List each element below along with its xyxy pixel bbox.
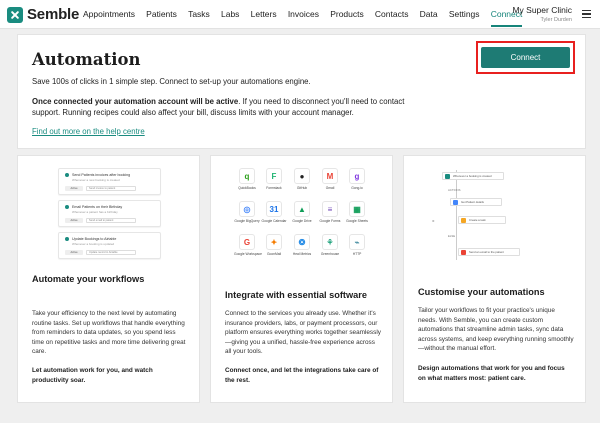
workflow-item — [58, 232, 161, 259]
google-sheets-icon: ▦ — [349, 201, 365, 217]
nav-settings[interactable]: Settings — [448, 9, 480, 19]
http-icon: ⌁ — [349, 234, 365, 250]
semble-logo[interactable] — [7, 6, 79, 23]
brand-name: Semble — [27, 6, 80, 23]
nav-tasks[interactable]: Tasks — [188, 9, 210, 19]
integration-app — [317, 234, 343, 256]
activation-notice — [32, 96, 432, 118]
integration-name: Google Drive — [292, 219, 312, 223]
integration-name: GitHub — [296, 186, 308, 190]
quickbooks-icon: q — [239, 168, 255, 184]
workflow-title: Send Patients invoices after booking — [72, 173, 131, 177]
goonmail-icon: ✦ — [266, 234, 282, 250]
action-icon — [453, 200, 458, 205]
card-cta: Design automations that work for you and focus on what matters most: patient care. — [418, 365, 565, 382]
google-forms-icon: ≡ — [322, 201, 338, 217]
integration-name: Google Workspace — [234, 252, 262, 256]
page-title: Automation — [32, 50, 141, 69]
connect-highlight — [476, 41, 575, 74]
integration-app — [261, 168, 287, 190]
workflow-item — [58, 200, 161, 227]
integration-name: Google Sheets — [346, 219, 368, 223]
workflow-title: Update Bookings to Airtable — [72, 237, 117, 241]
nav-appointments[interactable]: Appointments — [83, 9, 135, 19]
card-body: Take your efficiency to the next level by automating routine tasks. Set up workflows that handle everything from reminders to data updates, so you spend less time on repetitive tasks and more time delivering great care. — [32, 310, 186, 356]
integration-name: QuickBooks — [238, 186, 256, 190]
feature-card-customise — [403, 155, 586, 403]
integration-name: Heal Metrics — [292, 252, 312, 256]
integration-app — [234, 168, 260, 190]
integration-name: Google Forms — [319, 219, 341, 223]
intro-text: Save 100s of clicks in 1 simple step. Connect to set-up your automations engine. — [32, 77, 311, 86]
integration-app — [344, 234, 370, 256]
activation-notice-rest: . If you need to disconnect you'll need to contact support. Running recipes could also affect your bill, discuss limits with your account manager. — [32, 97, 405, 117]
semble-logo-icon — [7, 7, 23, 23]
flow-step — [458, 248, 520, 256]
workflows-illustration — [18, 156, 199, 268]
integration-name: GoonMail — [266, 252, 282, 256]
feature-card-workflows — [17, 155, 200, 403]
google-drive-icon: ▲ — [294, 201, 310, 217]
main-nav — [83, 9, 534, 19]
integration-app — [261, 201, 287, 223]
integration-name: Greenhouse — [320, 252, 340, 256]
flow-label: ELSE — [448, 234, 456, 238]
flow-connector — [456, 170, 457, 260]
connect-button[interactable]: Connect — [481, 47, 570, 68]
workflow-item — [58, 168, 161, 195]
gong-icon: g — [349, 168, 365, 184]
flow-label: ACTIONS — [448, 188, 461, 192]
integration-name: Formstack — [266, 186, 282, 190]
card-cta: Connect once, and let the integrations take care of the rest. — [225, 367, 379, 384]
automation-flow-illustration — [404, 156, 585, 268]
integration-name: HTTP — [352, 252, 362, 256]
feature-card-integrations — [210, 155, 393, 403]
integration-name: Google BigQuery — [234, 219, 260, 223]
flow-step — [458, 216, 506, 224]
nav-invoices[interactable]: Invoices — [287, 9, 319, 19]
activation-notice-bold: Once connected your automation account will be active — [32, 97, 239, 106]
status-dot-icon — [65, 237, 69, 241]
card-cta: Let automation work for you, and watch productivity soar. — [32, 367, 153, 384]
integration-app — [261, 234, 287, 256]
integration-name: Google Calendar — [261, 219, 287, 223]
formstack-icon: F — [266, 168, 282, 184]
card-title: Integrate with essential software — [225, 290, 367, 300]
workflow-status: Active — [65, 250, 83, 255]
workflow-trigger: Whenever a new booking is created — [72, 178, 120, 182]
card-body: Connect to the services you already use. Whether it's insurance providers, labs, or payment processors, our platform ensures everything works together seamlessly—giving you a unified, hassle-free experience across all your tools. — [225, 310, 381, 356]
workflow-action: Send email to patient — [86, 218, 136, 223]
integration-app — [344, 201, 370, 223]
status-dot-icon — [65, 173, 69, 177]
email-icon — [461, 250, 466, 255]
nav-products[interactable]: Products — [330, 9, 364, 19]
workflow-trigger: Whenever a patient has a birthday — [72, 210, 118, 214]
card-body: Tailor your workflows to fit your practice's unique needs. With Semble, you can create custom automations that streamline admin tasks, sync data across systems, and keep everything running smoothly—without the manual effort. — [418, 307, 574, 353]
top-navigation — [0, 0, 600, 29]
integration-app — [289, 201, 315, 223]
integration-app — [234, 234, 260, 256]
flow-step — [442, 172, 504, 180]
card-title: Customise your automations — [418, 287, 545, 297]
integration-app — [344, 168, 370, 190]
workflow-action: Update record in Airtable — [86, 250, 136, 255]
account-switcher[interactable] — [512, 5, 572, 23]
trigger-icon — [445, 174, 450, 179]
flow-step — [450, 198, 502, 206]
nav-patients[interactable]: Patients — [146, 9, 177, 19]
workflow-status: Active — [65, 218, 83, 223]
google-workspace-icon: G — [239, 234, 255, 250]
github-icon: ● — [294, 168, 310, 184]
help-centre-link[interactable]: Find out more on the help centre — [32, 127, 145, 136]
task-icon — [461, 218, 466, 223]
nav-connect[interactable]: Connect — [490, 9, 523, 19]
integration-name: Gong.io — [351, 186, 363, 190]
nav-contacts[interactable]: Contacts — [374, 9, 409, 19]
flow-step-label: Send an email to the patient — [469, 250, 504, 254]
hamburger-icon[interactable] — [582, 10, 591, 18]
flow-step-label: Get Patient details — [461, 200, 484, 204]
gmail-icon: M — [322, 168, 338, 184]
nav-data[interactable]: Data — [419, 9, 438, 19]
automation-intro-card — [17, 34, 586, 149]
integration-app — [289, 234, 315, 256]
bigquery-icon: ◎ — [239, 201, 255, 217]
heal-metrics-icon: ❂ — [294, 234, 310, 250]
workflow-status: Active — [65, 186, 83, 191]
user-name: Tyler Durden — [540, 17, 572, 23]
card-title: Automate your workflows — [32, 274, 145, 284]
workflow-action: Send invoice to patient — [86, 186, 136, 191]
nav-labs[interactable]: Labs — [221, 9, 240, 19]
flow-step-label: Whenever a booking is created — [453, 174, 492, 178]
greenhouse-icon: ⚘ — [322, 234, 338, 250]
status-dot-icon — [65, 205, 69, 209]
integrations-illustration — [211, 156, 392, 268]
integration-name: Gmail — [325, 186, 335, 190]
flow-step-label: Create a task — [469, 218, 486, 222]
workflow-trigger: Whenever a booking is updated — [72, 242, 115, 246]
integration-app — [289, 168, 315, 190]
flow-label: IF — [432, 219, 435, 223]
google-calendar-icon: 31 — [266, 201, 282, 217]
workflow-title: Email Patients on their Birthday — [72, 205, 123, 209]
integration-app — [317, 168, 343, 190]
nav-letters[interactable]: Letters — [250, 9, 277, 19]
integration-app — [234, 201, 260, 223]
integration-app — [317, 201, 343, 223]
clinic-name: My Super Clinic — [512, 5, 572, 15]
